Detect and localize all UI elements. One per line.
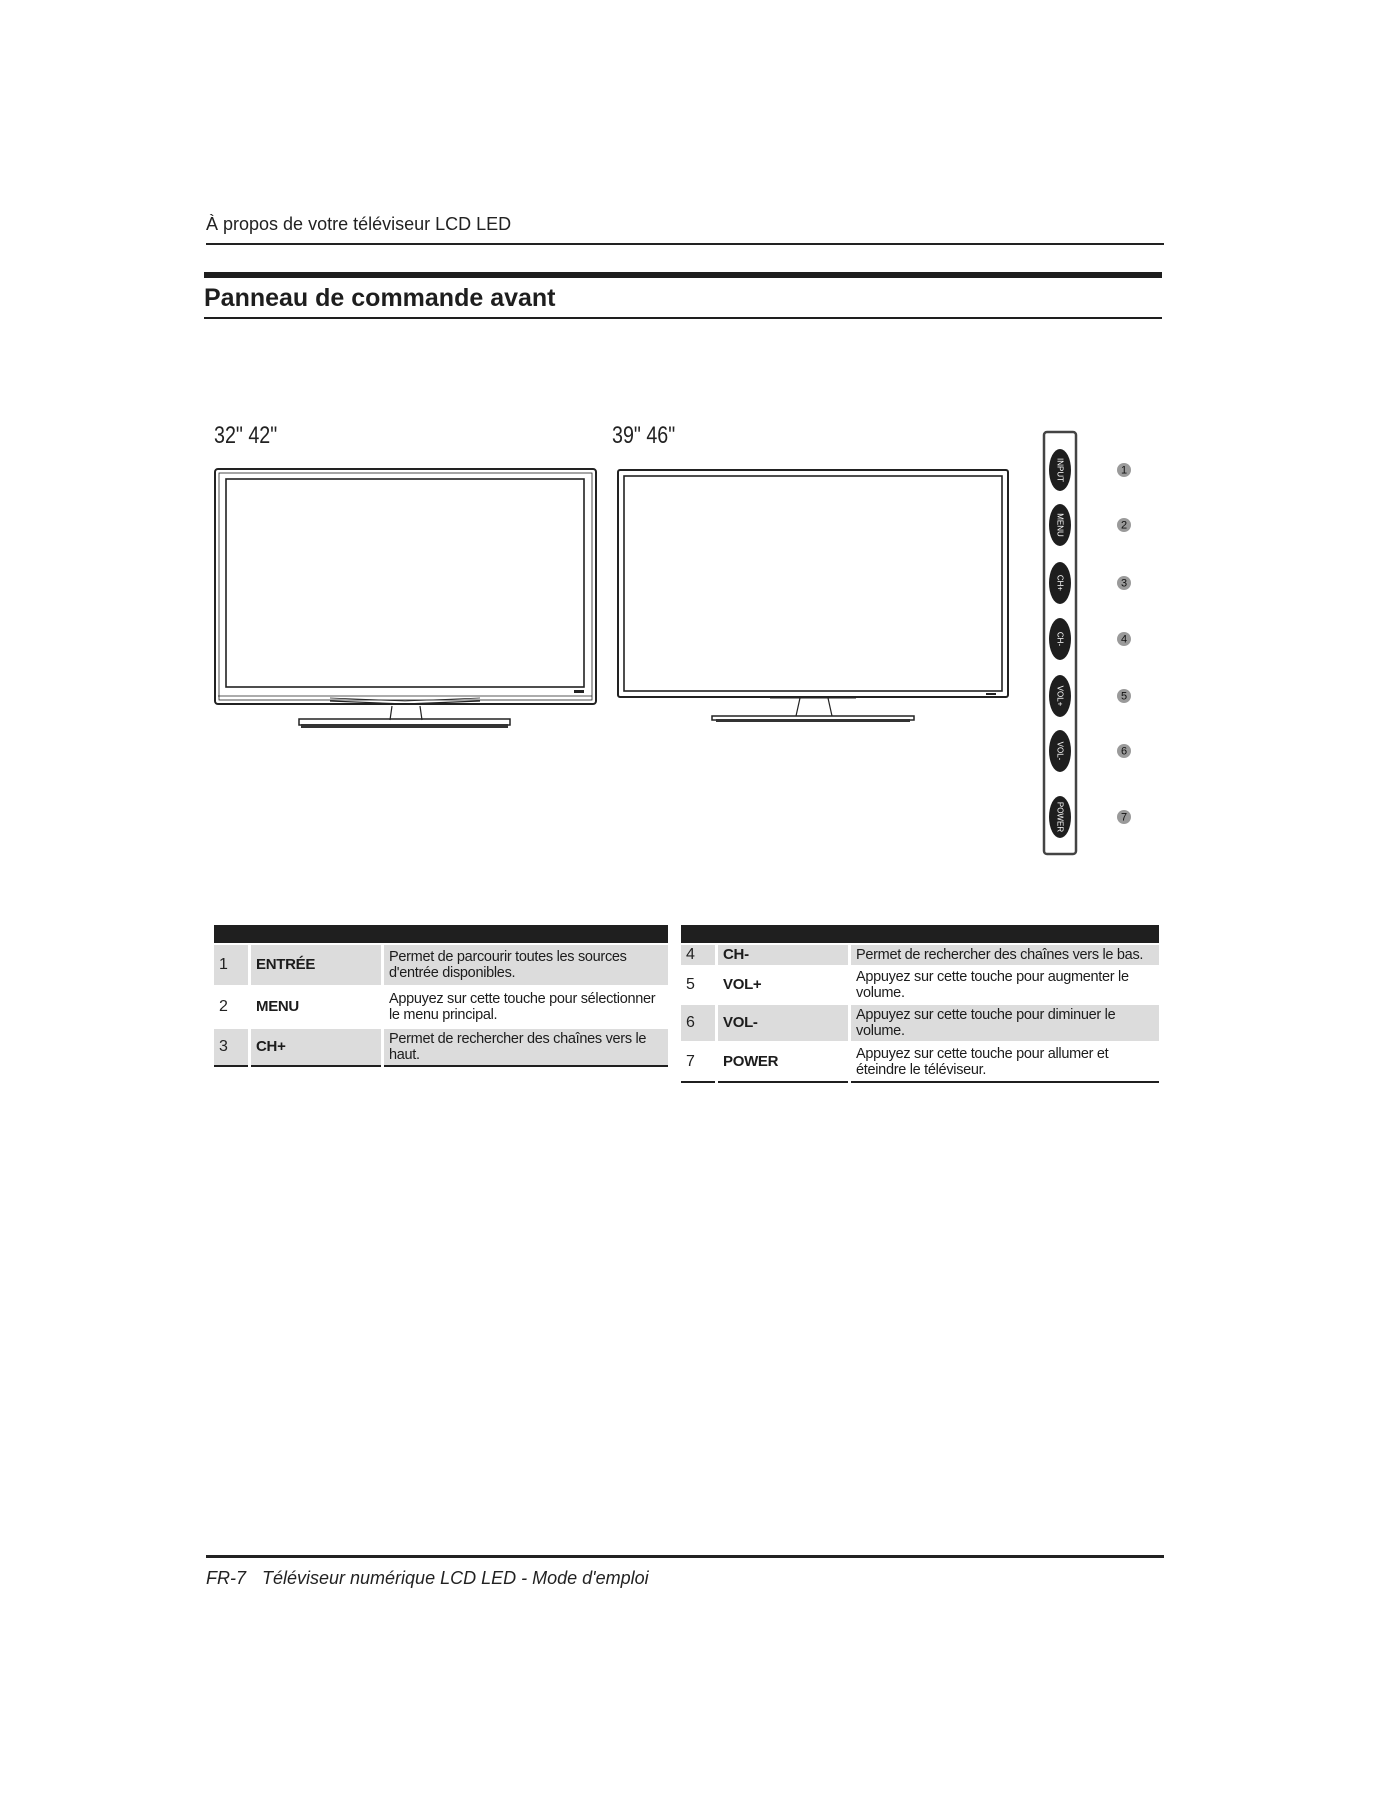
section-title: Panneau de commande avant [204,284,556,312]
table-header-bar [214,925,668,944]
side-control-panel [1040,430,1140,860]
panel-button-label: VOL+ [1055,685,1065,707]
row-number: 2 [214,986,250,1028]
footer-rule [206,1555,1164,1558]
svg-text:2: 2 [1120,519,1128,532]
panel-button-label: MENU [1055,513,1065,537]
row-button-name: CH+ [250,1028,383,1066]
table-row [214,1028,668,1066]
page-number: FR-7 [206,1568,246,1588]
row-button-name: CH- [717,944,850,966]
header-rule [206,243,1164,245]
row-number: 6 [681,1004,717,1042]
panel-button-label: VOL- [1055,741,1065,761]
row-number: 4 [681,944,717,966]
tv-outline-39-46 [618,470,1008,722]
row-number: 1 [214,944,250,986]
panel-button-input [1049,449,1071,491]
panel-button-label: POWER [1055,801,1065,833]
panel-button-label: CH- [1055,631,1065,647]
table-row [214,986,668,1028]
row-button-name: ENTRÉE [250,944,383,986]
row-description: Appuyez sur cette touche pour augmenter le volume. [850,966,1160,1004]
panel-button-menu [1049,504,1071,546]
table-row [681,944,1159,966]
row-number: 3 [214,1028,250,1066]
size-label-39-46: 39" 46" [612,422,676,449]
row-button-name: MENU [250,986,383,1028]
panel-button-chplus [1049,562,1071,604]
row-number: 5 [681,966,717,1004]
table-header-bar [681,925,1159,944]
row-description: Permet de parcourir toutes les sources d'entrée disponibles. [383,944,669,986]
footer [206,1568,649,1589]
svg-text:6: 6 [1120,745,1128,758]
size-label-32-42: 32" 42" [214,422,278,449]
callout-number-1 [1117,463,1131,477]
tv-diagram-39-46 [610,462,1010,732]
tv-outline-32-42 [215,469,596,728]
callout-number-4 [1117,632,1131,646]
button-table-right [681,925,1159,1083]
tv-diagram-32-42 [210,462,600,732]
row-description: Permet de rechercher des chaînes vers le haut. [383,1028,669,1066]
title-underline [204,317,1162,319]
svg-text:1: 1 [1120,464,1128,477]
table-row [681,1042,1159,1082]
svg-text:3: 3 [1120,577,1128,590]
callout-number-3 [1117,576,1131,590]
panel-button-volplus [1049,675,1071,717]
table-row [681,1004,1159,1042]
table-row [681,966,1159,1004]
title-bar [204,272,1162,278]
row-number: 7 [681,1042,717,1082]
callout-number-5 [1117,689,1131,703]
row-button-name: POWER [717,1042,850,1082]
panel-button-volminus [1049,730,1071,772]
panel-button-chminus [1049,618,1071,660]
row-description: Appuyez sur cette touche pour allumer et éteindre le téléviseur. [850,1042,1160,1082]
panel-button-power [1049,796,1071,838]
footer-title: Téléviseur numérique LCD LED - Mode d'emploi [262,1568,649,1588]
svg-text:4: 4 [1120,633,1128,646]
callout-number-6 [1117,744,1131,758]
row-description: Appuyez sur cette touche pour diminuer le volume. [850,1004,1160,1042]
row-description: Appuyez sur cette touche pour sélectionner le menu principal. [383,986,669,1028]
callout-number-2 [1117,518,1131,532]
table-row [214,944,668,986]
button-table-left [214,925,668,1067]
row-button-name: VOL+ [717,966,850,1004]
svg-text:7: 7 [1120,811,1128,824]
svg-text:5: 5 [1120,690,1128,703]
panel-button-label: INPUT [1055,458,1065,482]
panel-button-label: CH+ [1055,574,1065,592]
running-head: À propos de votre téléviseur LCD LED [206,214,512,234]
row-description: Permet de rechercher des chaînes vers le bas. [850,944,1160,966]
row-button-name: VOL- [717,1004,850,1042]
callout-number-7 [1117,810,1131,824]
